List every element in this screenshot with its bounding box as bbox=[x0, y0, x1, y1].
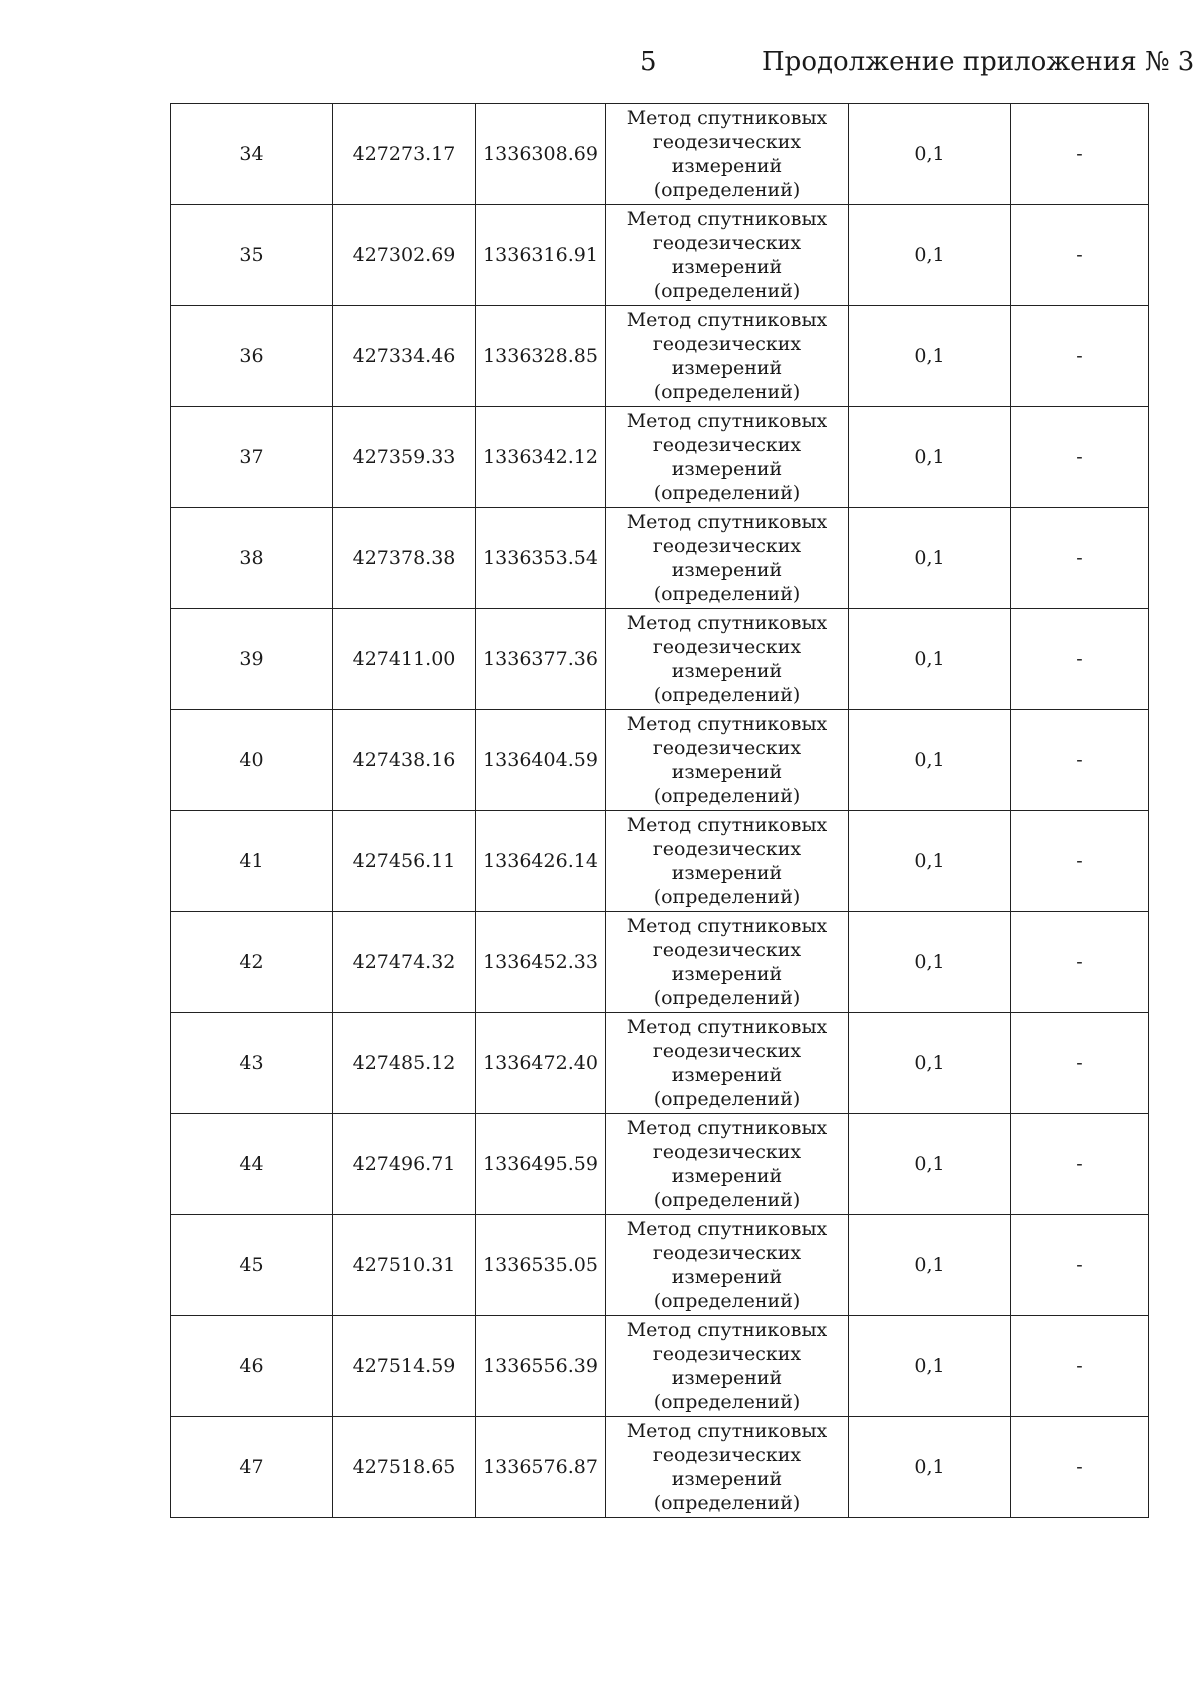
method-cell bbox=[606, 306, 849, 407]
method-line: Метод спутниковых bbox=[626, 1218, 828, 1240]
x-coordinate-cell: 427510.31 bbox=[333, 1215, 476, 1316]
point-number-cell: 44 bbox=[171, 1114, 333, 1215]
x-coordinate-cell: 427378.38 bbox=[333, 508, 476, 609]
point-number-cell: 45 bbox=[171, 1215, 333, 1316]
note-cell: - bbox=[1011, 1316, 1149, 1417]
point-number-cell: 34 bbox=[171, 104, 333, 205]
method-line: (определений) bbox=[653, 381, 801, 403]
method-line: Метод спутниковых bbox=[626, 107, 828, 129]
point-number-cell: 38 bbox=[171, 508, 333, 609]
method-line: геодезических bbox=[652, 1343, 802, 1365]
point-number-cell: 40 bbox=[171, 710, 333, 811]
method-line: Метод спутниковых bbox=[626, 410, 828, 432]
method-line: геодезических bbox=[652, 333, 802, 355]
method-cell bbox=[606, 1316, 849, 1417]
method-line: геодезических bbox=[652, 737, 802, 759]
method-line: измерений bbox=[671, 963, 783, 985]
note-cell: - bbox=[1011, 508, 1149, 609]
method-line: измерений bbox=[671, 155, 783, 177]
method-line: геодезических bbox=[652, 1444, 802, 1466]
table-row bbox=[171, 205, 1149, 306]
accuracy-cell: 0,1 bbox=[849, 1316, 1011, 1417]
method-line: измерений bbox=[671, 256, 783, 278]
method-cell bbox=[606, 1114, 849, 1215]
method-line: Метод спутниковых bbox=[626, 1117, 828, 1139]
y-coordinate-cell: 1336472.40 bbox=[476, 1013, 606, 1114]
method-line: Метод спутниковых bbox=[626, 713, 828, 735]
note-cell: - bbox=[1011, 811, 1149, 912]
point-number-cell: 35 bbox=[171, 205, 333, 306]
y-coordinate-cell: 1336342.12 bbox=[476, 407, 606, 508]
method-cell bbox=[606, 407, 849, 508]
method-line: (определений) bbox=[653, 1189, 801, 1211]
method-cell bbox=[606, 1417, 849, 1518]
y-coordinate-cell: 1336426.14 bbox=[476, 811, 606, 912]
method-line: Метод спутниковых bbox=[626, 1016, 828, 1038]
accuracy-cell: 0,1 bbox=[849, 912, 1011, 1013]
method-line: (определений) bbox=[653, 179, 801, 201]
method-line: геодезических bbox=[652, 939, 802, 961]
accuracy-cell: 0,1 bbox=[849, 407, 1011, 508]
method-line: геодезических bbox=[652, 1242, 802, 1264]
method-line: геодезических bbox=[652, 232, 802, 254]
method-line: (определений) bbox=[653, 1290, 801, 1312]
method-line: измерений bbox=[671, 1367, 783, 1389]
y-coordinate-cell: 1336535.05 bbox=[476, 1215, 606, 1316]
point-number-cell: 41 bbox=[171, 811, 333, 912]
x-coordinate-cell: 427485.12 bbox=[333, 1013, 476, 1114]
method-line: (определений) bbox=[653, 987, 801, 1009]
accuracy-cell: 0,1 bbox=[849, 609, 1011, 710]
table-row bbox=[171, 609, 1149, 710]
x-coordinate-cell: 427518.65 bbox=[333, 1417, 476, 1518]
method-cell bbox=[606, 205, 849, 306]
x-coordinate-cell: 427411.00 bbox=[333, 609, 476, 710]
point-number-cell: 42 bbox=[171, 912, 333, 1013]
note-cell: - bbox=[1011, 1215, 1149, 1316]
method-line: (определений) bbox=[653, 1088, 801, 1110]
method-line: измерений bbox=[671, 559, 783, 581]
page-number: 5 bbox=[640, 47, 657, 77]
method-line: геодезических bbox=[652, 838, 802, 860]
x-coordinate-cell: 427496.71 bbox=[333, 1114, 476, 1215]
method-cell bbox=[606, 609, 849, 710]
method-line: измерений bbox=[671, 1064, 783, 1086]
point-number-cell: 47 bbox=[171, 1417, 333, 1518]
accuracy-cell: 0,1 bbox=[849, 104, 1011, 205]
method-line: Метод спутниковых bbox=[626, 511, 828, 533]
y-coordinate-cell: 1336576.87 bbox=[476, 1417, 606, 1518]
table-row bbox=[171, 710, 1149, 811]
table-body bbox=[171, 104, 1149, 1518]
method-cell bbox=[606, 508, 849, 609]
accuracy-cell: 0,1 bbox=[849, 1114, 1011, 1215]
point-number-cell: 43 bbox=[171, 1013, 333, 1114]
table-row bbox=[171, 508, 1149, 609]
table-row bbox=[171, 912, 1149, 1013]
y-coordinate-cell: 1336556.39 bbox=[476, 1316, 606, 1417]
y-coordinate-cell: 1336316.91 bbox=[476, 205, 606, 306]
accuracy-cell: 0,1 bbox=[849, 811, 1011, 912]
point-number-cell: 39 bbox=[171, 609, 333, 710]
x-coordinate-cell: 427474.32 bbox=[333, 912, 476, 1013]
method-cell bbox=[606, 710, 849, 811]
accuracy-cell: 0,1 bbox=[849, 710, 1011, 811]
method-line: измерений bbox=[671, 761, 783, 783]
method-line: измерений bbox=[671, 1266, 783, 1288]
note-cell: - bbox=[1011, 609, 1149, 710]
method-line: Метод спутниковых bbox=[626, 208, 828, 230]
y-coordinate-cell: 1336495.59 bbox=[476, 1114, 606, 1215]
note-cell: - bbox=[1011, 306, 1149, 407]
method-cell bbox=[606, 104, 849, 205]
method-line: Метод спутниковых bbox=[626, 814, 828, 836]
table-row bbox=[171, 1114, 1149, 1215]
note-cell: - bbox=[1011, 1013, 1149, 1114]
accuracy-cell: 0,1 bbox=[849, 205, 1011, 306]
method-line: Метод спутниковых bbox=[626, 309, 828, 331]
table-row bbox=[171, 306, 1149, 407]
method-line: (определений) bbox=[653, 583, 801, 605]
method-line: (определений) bbox=[653, 1492, 801, 1514]
page-caption: Продолжение приложения № 3 bbox=[762, 47, 1195, 77]
method-cell bbox=[606, 811, 849, 912]
method-line: (определений) bbox=[653, 1391, 801, 1413]
method-line: измерений bbox=[671, 357, 783, 379]
note-cell: - bbox=[1011, 912, 1149, 1013]
table-row bbox=[171, 1215, 1149, 1316]
table-row bbox=[171, 407, 1149, 508]
method-cell bbox=[606, 1013, 849, 1114]
note-cell: - bbox=[1011, 710, 1149, 811]
method-line: геодезических bbox=[652, 1141, 802, 1163]
method-line: геодезических bbox=[652, 1040, 802, 1062]
y-coordinate-cell: 1336452.33 bbox=[476, 912, 606, 1013]
y-coordinate-cell: 1336377.36 bbox=[476, 609, 606, 710]
note-cell: - bbox=[1011, 407, 1149, 508]
method-line: (определений) bbox=[653, 886, 801, 908]
x-coordinate-cell: 427514.59 bbox=[333, 1316, 476, 1417]
accuracy-cell: 0,1 bbox=[849, 1417, 1011, 1518]
method-line: Метод спутниковых bbox=[626, 612, 828, 634]
method-line: геодезических bbox=[652, 535, 802, 557]
method-line: (определений) bbox=[653, 785, 801, 807]
table-row bbox=[171, 1417, 1149, 1518]
method-line: (определений) bbox=[653, 684, 801, 706]
method-line: Метод спутниковых bbox=[626, 915, 828, 937]
y-coordinate-cell: 1336353.54 bbox=[476, 508, 606, 609]
note-cell: - bbox=[1011, 1417, 1149, 1518]
table-row bbox=[171, 1013, 1149, 1114]
x-coordinate-cell: 427438.16 bbox=[333, 710, 476, 811]
method-line: (определений) bbox=[653, 280, 801, 302]
method-line: измерений bbox=[671, 458, 783, 480]
x-coordinate-cell: 427456.11 bbox=[333, 811, 476, 912]
y-coordinate-cell: 1336308.69 bbox=[476, 104, 606, 205]
y-coordinate-cell: 1336404.59 bbox=[476, 710, 606, 811]
method-cell bbox=[606, 1215, 849, 1316]
method-line: измерений bbox=[671, 1165, 783, 1187]
accuracy-cell: 0,1 bbox=[849, 1013, 1011, 1114]
method-line: геодезических bbox=[652, 434, 802, 456]
table-row bbox=[171, 1316, 1149, 1417]
method-line: Метод спутниковых bbox=[626, 1319, 828, 1341]
y-coordinate-cell: 1336328.85 bbox=[476, 306, 606, 407]
x-coordinate-cell: 427273.17 bbox=[333, 104, 476, 205]
point-number-cell: 46 bbox=[171, 1316, 333, 1417]
method-cell bbox=[606, 912, 849, 1013]
point-number-cell: 36 bbox=[171, 306, 333, 407]
method-line: (определений) bbox=[653, 482, 801, 504]
note-cell: - bbox=[1011, 1114, 1149, 1215]
method-line: геодезических bbox=[652, 636, 802, 658]
x-coordinate-cell: 427359.33 bbox=[333, 407, 476, 508]
accuracy-cell: 0,1 bbox=[849, 1215, 1011, 1316]
method-line: измерений bbox=[671, 862, 783, 884]
method-line: геодезических bbox=[652, 131, 802, 153]
method-line: измерений bbox=[671, 1468, 783, 1490]
point-number-cell: 37 bbox=[171, 407, 333, 508]
table-row bbox=[171, 104, 1149, 205]
x-coordinate-cell: 427302.69 bbox=[333, 205, 476, 306]
note-cell: - bbox=[1011, 205, 1149, 306]
table-row bbox=[171, 811, 1149, 912]
note-cell: - bbox=[1011, 104, 1149, 205]
method-line: измерений bbox=[671, 660, 783, 682]
x-coordinate-cell: 427334.46 bbox=[333, 306, 476, 407]
accuracy-cell: 0,1 bbox=[849, 306, 1011, 407]
accuracy-cell: 0,1 bbox=[849, 508, 1011, 609]
method-line: Метод спутниковых bbox=[626, 1420, 828, 1442]
coordinates-table bbox=[170, 103, 1149, 1518]
